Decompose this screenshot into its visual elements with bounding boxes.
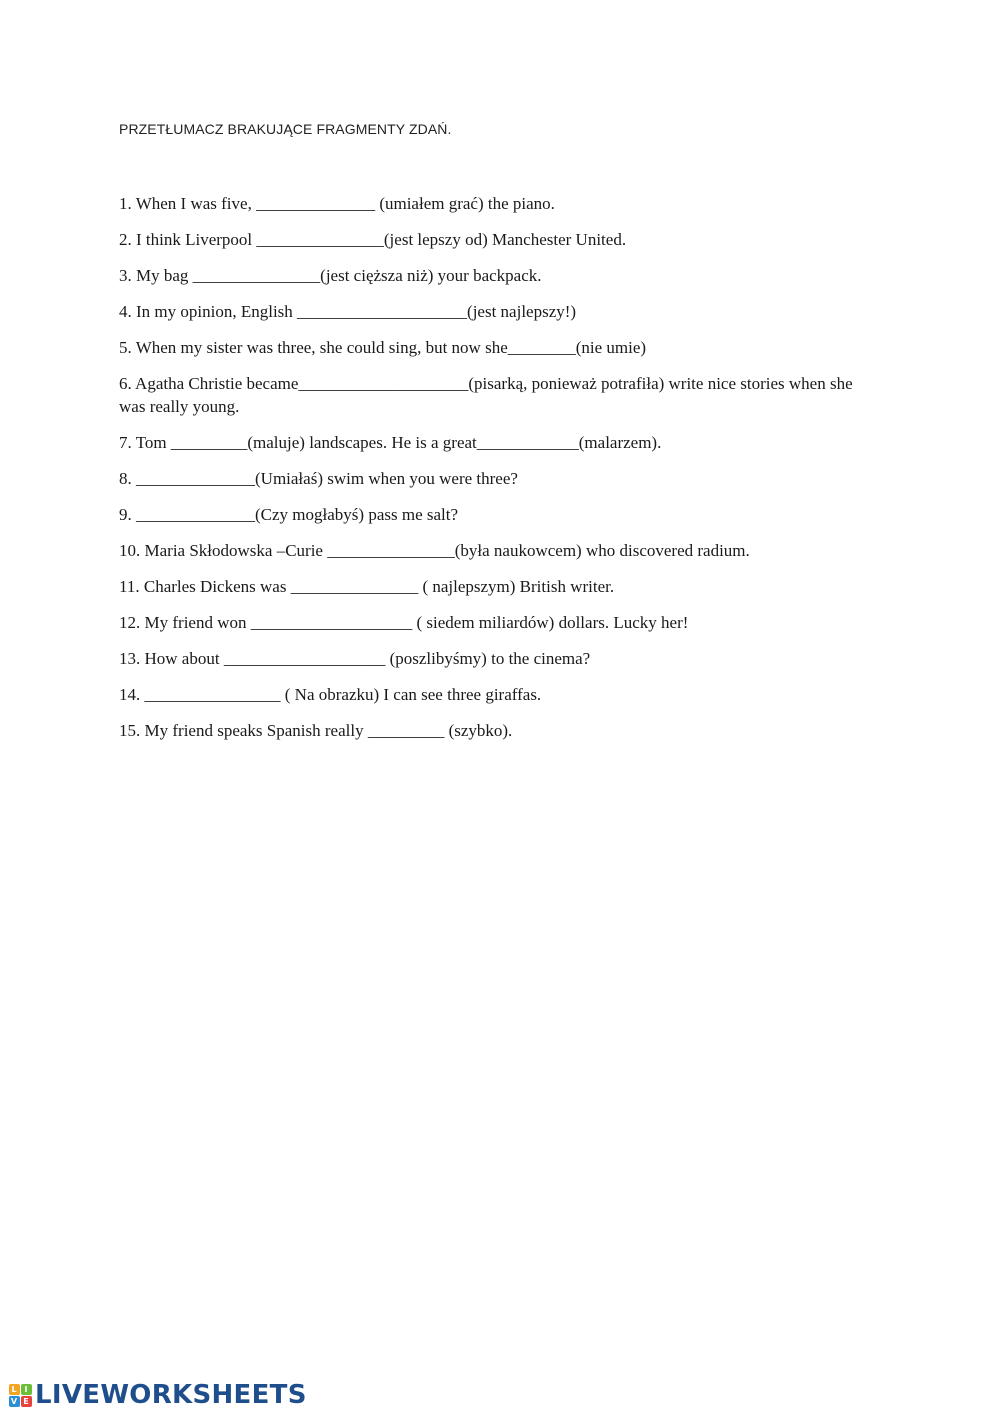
exercise-item-11: 11. Charles Dickens was _______________ ( najlepszym) British writer. xyxy=(119,577,615,596)
logo-letter-v: V xyxy=(9,1396,20,1407)
logo-letter-e: E xyxy=(21,1396,32,1407)
exercise-item-1: 1. When I was five, ______________ (umiałem grać) the piano. xyxy=(119,194,555,213)
logo-letter-i: I xyxy=(21,1384,32,1395)
liveworksheets-logo xyxy=(8,1380,307,1410)
exercise-item-8: 8. ______________(Umiałaś) swim when you were three? xyxy=(119,469,518,488)
exercise-item-10: 10. Maria Skłodowska –Curie _______________(była naukowcem) who discovered radium. xyxy=(119,541,750,560)
liveworksheets-logo-icon xyxy=(8,1383,32,1407)
exercise-item-14: 14. ________________ ( Na obrazku) I can see three giraffas. xyxy=(119,685,542,704)
exercise-item-5: 5. When my sister was three, she could sing, but now she________(nie umie) xyxy=(119,338,647,357)
liveworksheets-logo-text: LIVEWORKSHEETS xyxy=(35,1380,307,1410)
exercise-item-13: 13. How about ___________________ (poszlibyśmy) to the cinema? xyxy=(119,649,591,668)
logo-letter-l: L xyxy=(9,1384,20,1395)
worksheet-heading: PRZETŁUMACZ BRAKUJĄCE FRAGMENTY ZDAŃ. xyxy=(119,121,452,137)
exercise-item-7: 7. Tom _________(maluje) landscapes. He is a great____________(malarzem). xyxy=(119,433,662,452)
exercise-item-15: 15. My friend speaks Spanish really _________ (szybko). xyxy=(119,721,513,740)
exercise-item-2: 2. I think Liverpool _______________(jest lepszy od) Manchester United. xyxy=(119,230,627,249)
exercise-item-9: 9. ______________(Czy mogłabyś) pass me salt? xyxy=(119,505,459,524)
exercise-item-3: 3. My bag _______________(jest cięższa niż) your backpack. xyxy=(119,266,542,285)
exercise-item-12: 12. My friend won ___________________ ( siedem miliardów) dollars. Lucky her! xyxy=(119,613,689,632)
exercise-item-4: 4. In my opinion, English ____________________(jest najlepszy!) xyxy=(119,302,577,321)
exercise-list xyxy=(119,192,879,755)
exercise-item-6: 6. Agatha Christie became____________________(pisarką, ponieważ potrafiła) write nice stories when she was really young. xyxy=(119,374,853,416)
